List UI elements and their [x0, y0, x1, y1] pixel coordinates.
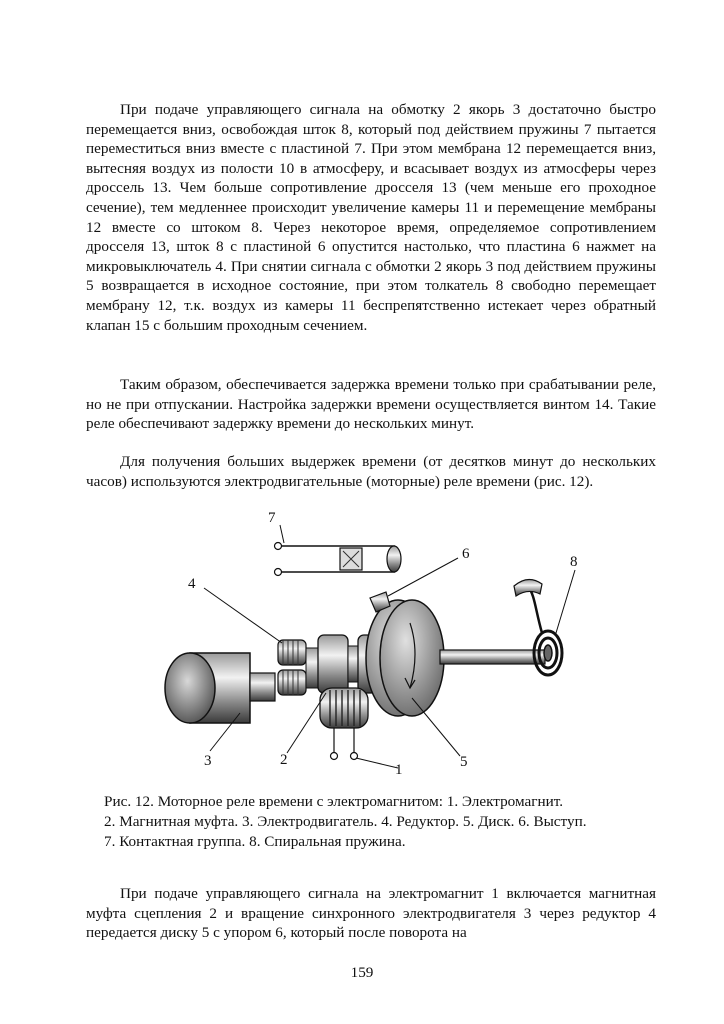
label-8: 8: [570, 554, 578, 570]
electric-motor: [165, 653, 275, 723]
disc: [366, 592, 444, 716]
paragraph-1: При подаче управляющего сигнала на обмотку 2 якорь 3 достаточно быстро перемещается вниз, освобождая шток 8, который под действием пружины 7 пытается переместиться вниз вместе с пластиной 7. При этом мембрана 12 перемещается вниз, вытесняя воздух из полости 10 в атмосферу, и всасывает воздух из атмосферы через дроссель 13. Чем больше сопротивление дросселя 13 (чем меньше его проходное сечение), тем медленнее происходит увеличение камеры 11 и перемещение мембраны 12 вместе со штоком 8. Через некоторое время, определяемое сопротивлением дросселя 13, шток 8 с пластиной 6 опустится настолько, что пластина 6 нажмет на микровыключатель 4. При снятии сигнала с обмотки 2 якорь 3 под действием пружины 5 возвращается в исходное состояние, при этом толкатель 8 свободно перемещает мембрану 12, т.к. воздух из камеры 11 беспрепятственно истекает через обратный клапан 15 с большим проходным сечением.: [86, 101, 656, 334]
contact-group: [275, 543, 402, 576]
electromagnet: [320, 688, 368, 760]
label-2: 2: [280, 752, 288, 768]
page-number: 159: [350, 964, 374, 981]
label-5: 5: [460, 754, 468, 770]
caption-line-1: Рис. 12. Моторное реле времени с электромагнитом: 1. Электромагнит.: [104, 793, 563, 810]
gear-reducer: [278, 640, 318, 695]
paragraph-2: Таким образом, обеспечивается задержка времени только при срабатывании реле, но не при отпускании. Настройка задержки времени осуществляется винтом 14. Такие реле обеспечивают задержку времени до нескольких минут.: [86, 376, 656, 433]
label-7: 7: [268, 510, 276, 526]
paragraph-4: При подаче управляющего сигнала на электромагнит 1 включается магнитная муфта сцепления 2 и вращение синхронного электродвигателя 3 через редуктор 4 передается диску 5 с упором 6, который после поворота на: [86, 885, 656, 942]
label-4: 4: [188, 576, 196, 592]
label-1: 1: [395, 762, 403, 778]
caption-line-3: 7. Контактная группа. 8. Спиральная пружина.: [104, 833, 406, 850]
caption-line-2: 2. Магнитная муфта. 3. Электродвигатель. 4. Редуктор. 5. Диск. 6. Выступ.: [104, 813, 587, 830]
figure-motor-time-relay: [150, 508, 590, 783]
label-6: 6: [462, 546, 470, 562]
paragraph-3: Для получения больших выдержек времени (от десятков минут до нескольких часов) используются электродвигательные (моторные) реле времени (рис. 12).: [86, 453, 656, 490]
label-3: 3: [204, 753, 212, 769]
shaft: [440, 650, 545, 664]
figure-caption: [104, 792, 664, 852]
